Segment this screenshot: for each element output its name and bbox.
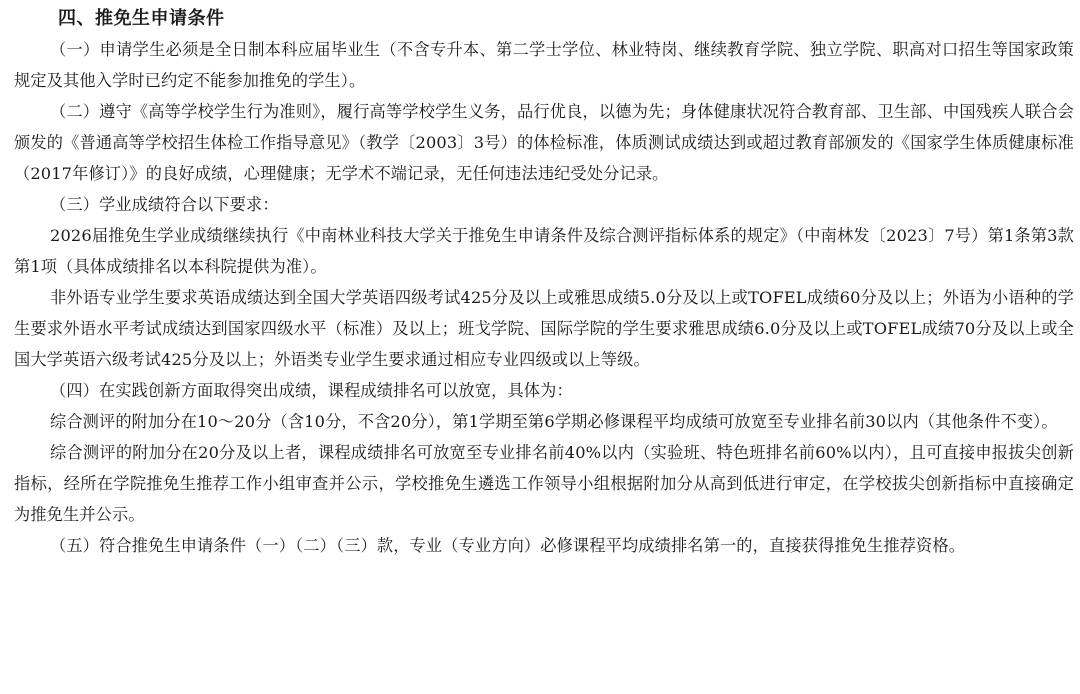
paragraph-bonus-20-plus: 综合测评的附加分在20分及以上者，课程成绩排名可放宽至专业排名前40%以内（实验班、特色班排名前60%以内），且可直接申报拔尖创新指标，经所在学院推免生推荐工作小组审查并公示，学校推免生遴选工作领导小组根据附加分从高到低进行审定，在学校拔尖创新指标中直接确定为推免生并公示。	[14, 443, 1074, 524]
paragraph-condition-4: （四）在实践创新方面取得突出成绩，课程成绩排名可以放宽，具体为：	[50, 381, 573, 400]
paragraph-academic-rule: 2026届推免生学业成绩继续执行《中南林业科技大学关于推免生申请条件及综合测评指标体系的规定》（中南林发〔2023〕7号）第1条第3款第1项（具体成绩排名以本科院提供为准）。	[14, 226, 1074, 276]
document-body	[14, 4, 1074, 561]
paragraph-english-requirement: 非外语专业学生要求英语成绩达到全国大学英语四级考试425分及以上或雅思成绩5.0分及以上或TOFEL成绩60分及以上；外语为小语种的学生要求外语水平考试成绩达到国家四级水平（标准）及以上；班戈学院、国际学院的学生要求雅思成绩6.0分及以上或TOFEL成绩70分及以上或全国大学英语六级考试425分及以上；外语类专业学生要求通过相应专业四级或以上等级。	[14, 288, 1074, 369]
paragraph-condition-2: （二）遵守《高等学校学生行为准则》，履行高等学校学生义务，品行优良，以德为先；身体健康状况符合教育部、卫生部、中国残疾人联合会颁发的《普通高等学校招生体检工作指导意见》（教学〔2003〕3号）的体检标准，体质测试成绩达到或超过教育部颁发的《国家学生体质健康标准（2017年修订）》的良好成绩，心理健康；无学术不端记录，无任何违法违纪受处分记录。	[14, 102, 1074, 183]
paragraph-condition-5: （五）符合推免生申请条件（一）（二）（三）款，专业（专业方向）必修课程平均成绩排名第一的，直接获得推免生推荐资格。	[50, 536, 966, 555]
section-heading: 四、推免生申请条件	[58, 8, 225, 29]
paragraph-bonus-10-20: 综合测评的附加分在10～20分（含10分，不含20分），第1学期至第6学期必修课程平均成绩可放宽至专业排名前30以内（其他条件不变）。	[50, 412, 1058, 431]
paragraph-condition-1: （一）申请学生必须是全日制本科应届毕业生（不含专升本、第二学士学位、林业特岗、继续教育学院、独立学院、职高对口招生等国家政策规定及其他入学时已约定不能参加推免的学生）。	[14, 40, 1074, 90]
paragraph-condition-3: （三）学业成绩符合以下要求：	[50, 195, 279, 214]
